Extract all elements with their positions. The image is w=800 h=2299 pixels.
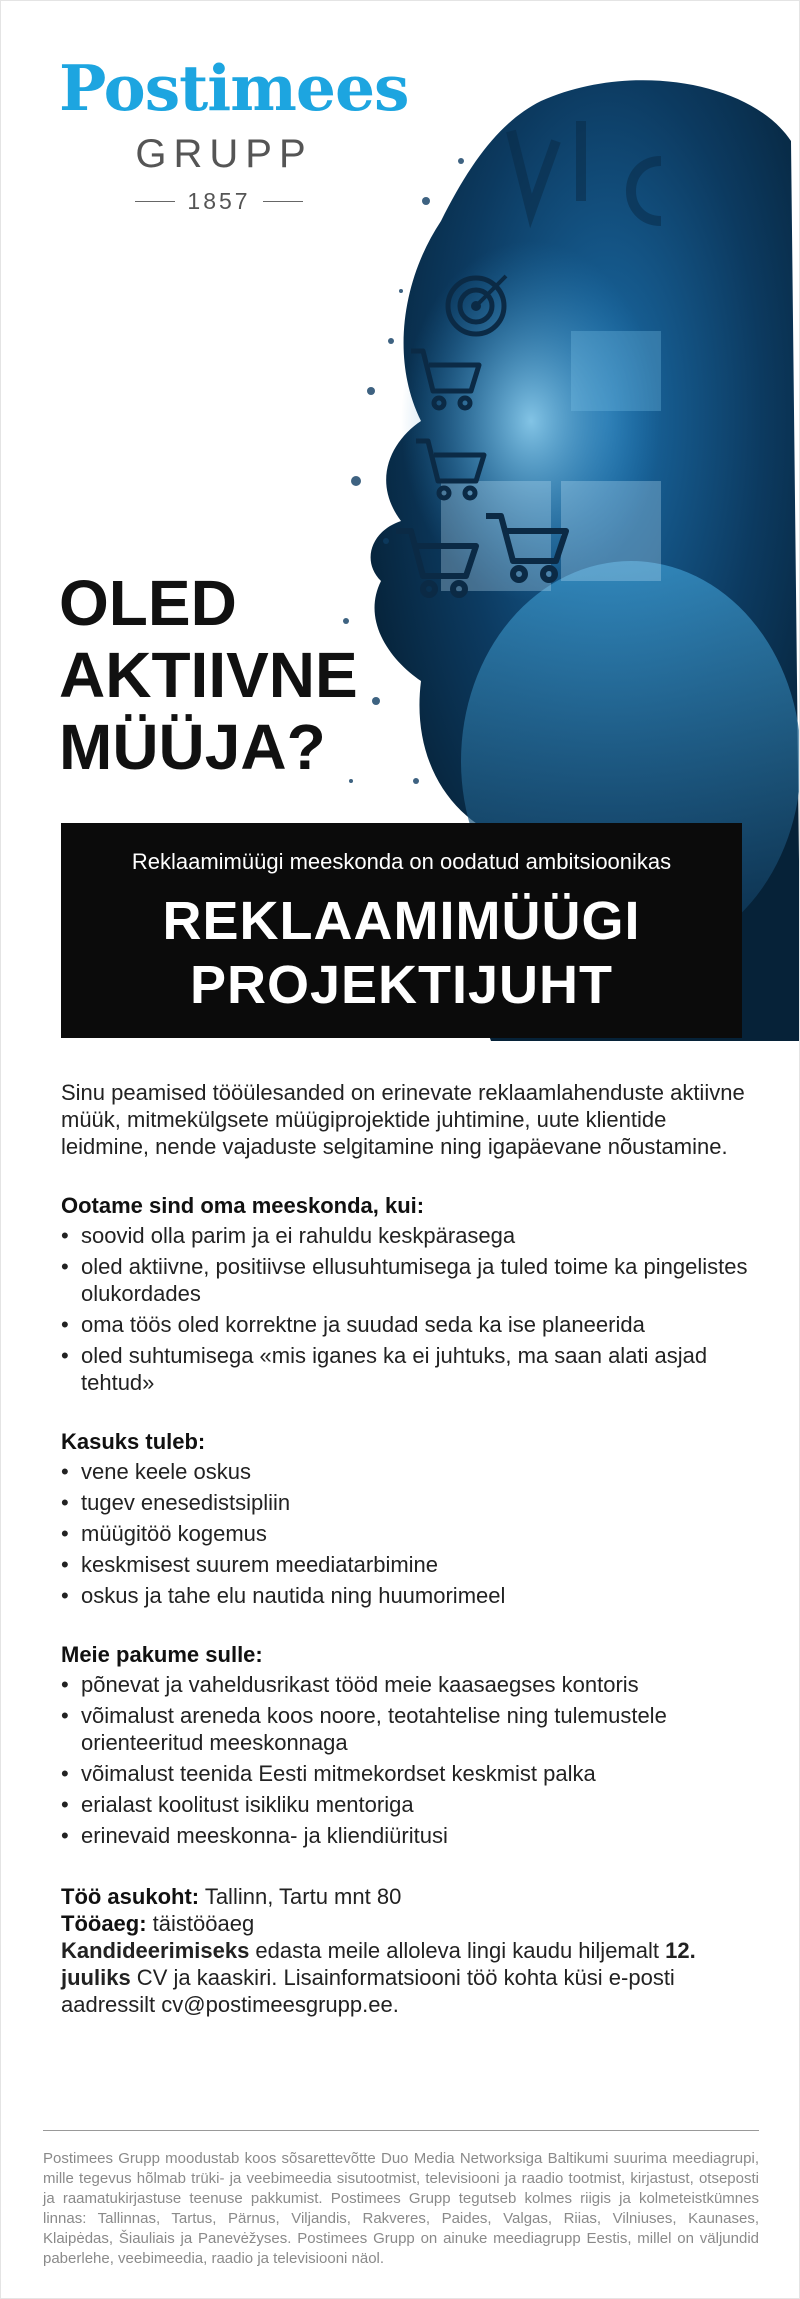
expectations-list: [61, 1222, 751, 1396]
list-item: • erialast koolitust isikliku mentoriga: [61, 1792, 414, 1817]
headline: [59, 567, 358, 783]
logo-year: 1857: [187, 188, 251, 214]
offer-list: [61, 1671, 751, 1849]
headline-line: OLED: [59, 567, 237, 639]
list-item: • vene keele oskus: [61, 1459, 251, 1484]
list-item: • müügitöö kogemus: [61, 1521, 267, 1546]
logo-year-row: [59, 188, 379, 215]
company-footer: Postimees Grupp moodustab koos sõsarettevõtte Duo Media Networksiga Baltikumi suurima meediagrupi, mille tegevus hõlmab trüki- ja veebimeedia sisutootmist, televisiooni ja raadio tootmist, kirjastust, otseposti ja raamatukirjastuse teenuse pakkumist. Postimees Grupp tegutseb kolmes riigis ja kolmeteistkümnes linnas: Tallinnas, Tartus, Pärnus, Viljandis, Rakveres, Paides, Valgas, Riias, Vilniuses, Kaunases, Klaipėdas, Šiauliais ja Panevėžyses. Postimees Grupp on ainuke meediagrupp Eestis, millel on väljundid paberlehe, veebimeedia, raadio ja televisiooni näol.: [43, 2150, 759, 2267]
advantages-section: [61, 1428, 751, 1609]
logo-subtitle: GRUPP: [135, 132, 313, 176]
section-title: Ootame sind oma meeskonda, kui:: [61, 1193, 425, 1218]
list-item: • võimalust areneda koos noore, teotahtelise ning tulemustele orienteeritud meeskonnaga: [61, 1703, 667, 1755]
list-item: • oma töös oled korrektne ja suudad seda ka ise planeerida: [61, 1312, 645, 1337]
list-item: • oled suhtumisega «mis iganes ka ei juhtuks, ma saan alati asjad tehtud»: [61, 1343, 708, 1395]
worktime-line: Tööaeg: täistööaeg: [61, 1911, 255, 1936]
job-title: [61, 889, 742, 1017]
list-item: • põnevat ja vaheldusrikast tööd meie kaasaegses kontoris: [61, 1672, 639, 1697]
list-item: • oskus ja tahe elu nautida ning huumorimeel: [61, 1583, 506, 1608]
job-title-line: REKLAAMIMÜÜGI: [162, 891, 641, 951]
location-line: Töö asukoht: Tallinn, Tartu mnt 80: [61, 1884, 402, 1909]
divider-line: [263, 201, 303, 202]
headline-line: AKTIIVNE: [59, 639, 358, 711]
intro-text: Sinu peamised tööülesanded on erinevate reklaamlahenduste aktiivne müük, mitmekülgsete müügiprojektide juhtimine, uute klientide leidmine, nende vajaduste selgitamine ning igapäevane nõustamine.: [61, 1080, 745, 1159]
list-item: • soovid olla parim ja ei rahuldu keskpärasega: [61, 1223, 516, 1248]
headline-line: MÜÜJA?: [59, 711, 326, 783]
section-title: Meie pakume sulle:: [61, 1642, 263, 1667]
apply-instructions: Kandideerimiseks edasta meile alloleva lingi kaudu hiljemalt 12. juuliks CV ja kaaskiri. Lisainformatsiooni töö kohta küsi e-posti aadressilt cv@postimeesgrupp.ee.: [61, 1938, 696, 2017]
advantages-list: [61, 1458, 751, 1609]
list-item: • võimalust teenida Eesti mitmekordset keskmist palka: [61, 1761, 596, 1786]
expectations-section: [61, 1192, 751, 1396]
list-item: • tugev enesedistsipliin: [61, 1490, 291, 1515]
section-title: Kasuks tuleb:: [61, 1429, 206, 1454]
job-description: [61, 1079, 751, 2018]
postimees-grupp-logo: [59, 51, 409, 215]
divider-line: [135, 201, 175, 202]
footer-divider: [43, 2130, 759, 2131]
logo-wordmark: Postimees: [59, 51, 409, 125]
job-title-banner: [61, 823, 742, 1038]
offer-section: [61, 1641, 751, 1849]
list-item: • erinevaid meeskonna- ja kliendiüritusi: [61, 1823, 448, 1848]
banner-subtitle: Reklaamimüügi meeskonda on oodatud ambitsioonikas: [131, 849, 672, 874]
list-item: • oled aktiivne, positiivse ellusuhtumisega ja tuled toime ka pingelistes olukordades: [61, 1254, 748, 1306]
job-title-line: PROJEKTIJUHT: [189, 955, 614, 1015]
list-item: • keskmisest suurem meediatarbimine: [61, 1552, 439, 1577]
job-info: [61, 1883, 751, 1937]
